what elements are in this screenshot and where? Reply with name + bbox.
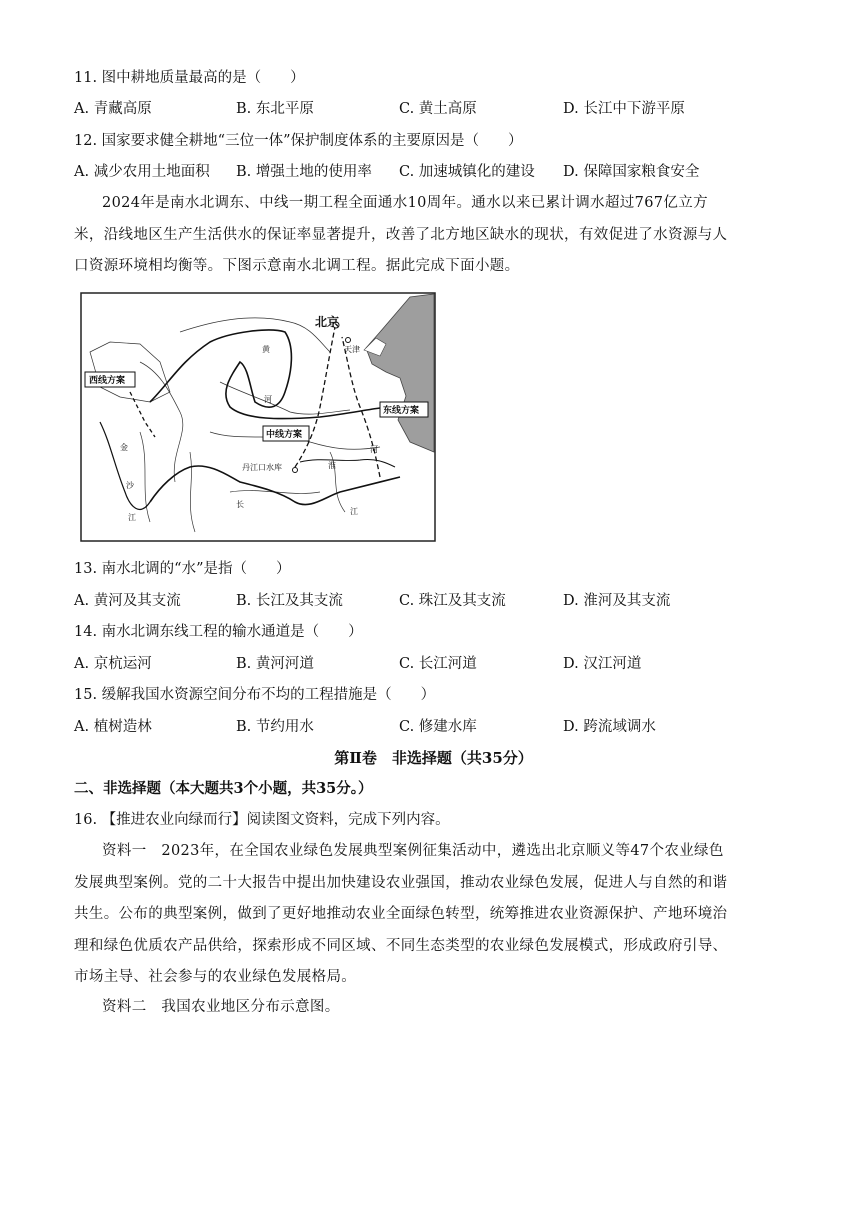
question-15-stem: 15. 缓解我国水资源空间分布不均的工程措施是（ ） <box>74 687 436 703</box>
label-huang: 黄 <box>262 345 270 354</box>
option-a[interactable]: A. 青藏高原 <box>74 101 152 117</box>
option-a[interactable]: A. 京杭运河 <box>74 656 152 672</box>
option-d[interactable]: D. 长江中下游平原 <box>563 101 685 117</box>
question-16-stem: 16. 【推进农业向绿而行】阅读图文资料，完成下列内容。 <box>74 812 450 828</box>
label-reservoir: 丹江口水库 <box>242 463 282 472</box>
material-two-paragraph: 资料二 我国农业地区分布示意图。 <box>102 999 340 1015</box>
label-chang: 长 <box>236 500 244 509</box>
question-13-options <box>74 591 774 611</box>
question-14-options <box>74 654 774 674</box>
label-huai: 淮 <box>328 461 336 470</box>
label-east-route: 东线方案 <box>383 406 420 416</box>
label-tianjin: 天津 <box>344 345 360 354</box>
option-c[interactable]: C. 加速城镇化的建设 <box>399 164 535 180</box>
label-middle-route: 中线方案 <box>266 430 303 440</box>
tianjin-marker <box>346 338 351 343</box>
question-15-options <box>74 717 774 737</box>
option-c[interactable]: C. 珠江及其支流 <box>399 593 506 609</box>
option-a[interactable]: A. 植树造林 <box>74 719 152 735</box>
label-sha: 沙 <box>126 481 134 490</box>
question-11-stem: 11. 图中耕地质量最高的是（ ） <box>74 70 305 86</box>
label-jin: 金 <box>120 443 128 452</box>
question-14-stem: 14. 南水北调东线工程的输水通道是（ ） <box>74 624 363 640</box>
intro-paragraph: 2024年是南水北调东、中线一期工程全面通水10周年。通水以来已累计调水超过767亿立方米，沿线地区生产生活供水的保证率显著提升，改善了北方地区缺水的现状，有效促进了水资源与人口资源环境相均衡等。下图示意南水北调工程。据此完成下面小题。 <box>74 195 728 274</box>
question-12-stem: 12. 国家要求健全耕地“三位一体”保护制度体系的主要原因是（ ） <box>74 133 523 149</box>
label-beijing: 北京 <box>315 315 340 329</box>
option-b[interactable]: B. 节约用水 <box>236 719 314 735</box>
option-c[interactable]: C. 黄土高原 <box>399 101 477 117</box>
question-13-stem: 13. 南水北调的“水”是指（ ） <box>74 561 291 577</box>
reservoir-marker <box>293 468 298 473</box>
option-a[interactable]: A. 黄河及其支流 <box>74 593 181 609</box>
option-c[interactable]: C. 长江河道 <box>399 656 477 672</box>
option-b[interactable]: B. 黄河河道 <box>236 656 314 672</box>
option-b[interactable]: B. 东北平原 <box>236 101 314 117</box>
option-c[interactable]: C. 修建水库 <box>399 719 477 735</box>
question-12-options <box>74 162 774 182</box>
option-b[interactable]: B. 长江及其支流 <box>236 593 343 609</box>
part-two-heading: 第Ⅱ卷 非选择题（共35分） <box>334 749 533 767</box>
label-jiang2: 江 <box>128 513 136 522</box>
material-one-paragraph: 资料一 2023年，在全国农业绿色发展典型案例征集活动中，遴选出北京顺义等47个农业绿色发展典型案例。党的二十大报告中提出加快建设农业强国，推动农业绿色发展，促进人与自然的和谐共生。公布的典型案例，做到了更好地推动农业全面绿色转型，统筹推进农业资源保护、产地环境治理和绿色优质农产品供给，探索形成不同区域、不同生态类型的农业绿色发展模式，形成政府引导、市场主导、社会参与的农业绿色发展格局。 <box>74 843 728 985</box>
label-jiang: 江 <box>350 507 358 516</box>
option-b[interactable]: B. 增强土地的使用率 <box>236 164 372 180</box>
label-huaihe: 河 <box>370 445 378 454</box>
option-a[interactable]: A. 减少农用土地面积 <box>74 164 210 180</box>
south-north-water-map <box>80 292 436 542</box>
option-d[interactable]: D. 淮河及其支流 <box>563 593 671 609</box>
option-d[interactable]: D. 保障国家粮食安全 <box>563 164 700 180</box>
label-he: 河 <box>264 395 272 404</box>
section-two-heading: 二、非选择题（本大题共3个小题，共35分。） <box>74 780 373 797</box>
label-west-route: 西线方案 <box>89 376 126 386</box>
option-d[interactable]: D. 跨流域调水 <box>563 719 656 735</box>
question-11-options <box>74 99 774 119</box>
option-d[interactable]: D. 汉江河道 <box>563 656 642 672</box>
